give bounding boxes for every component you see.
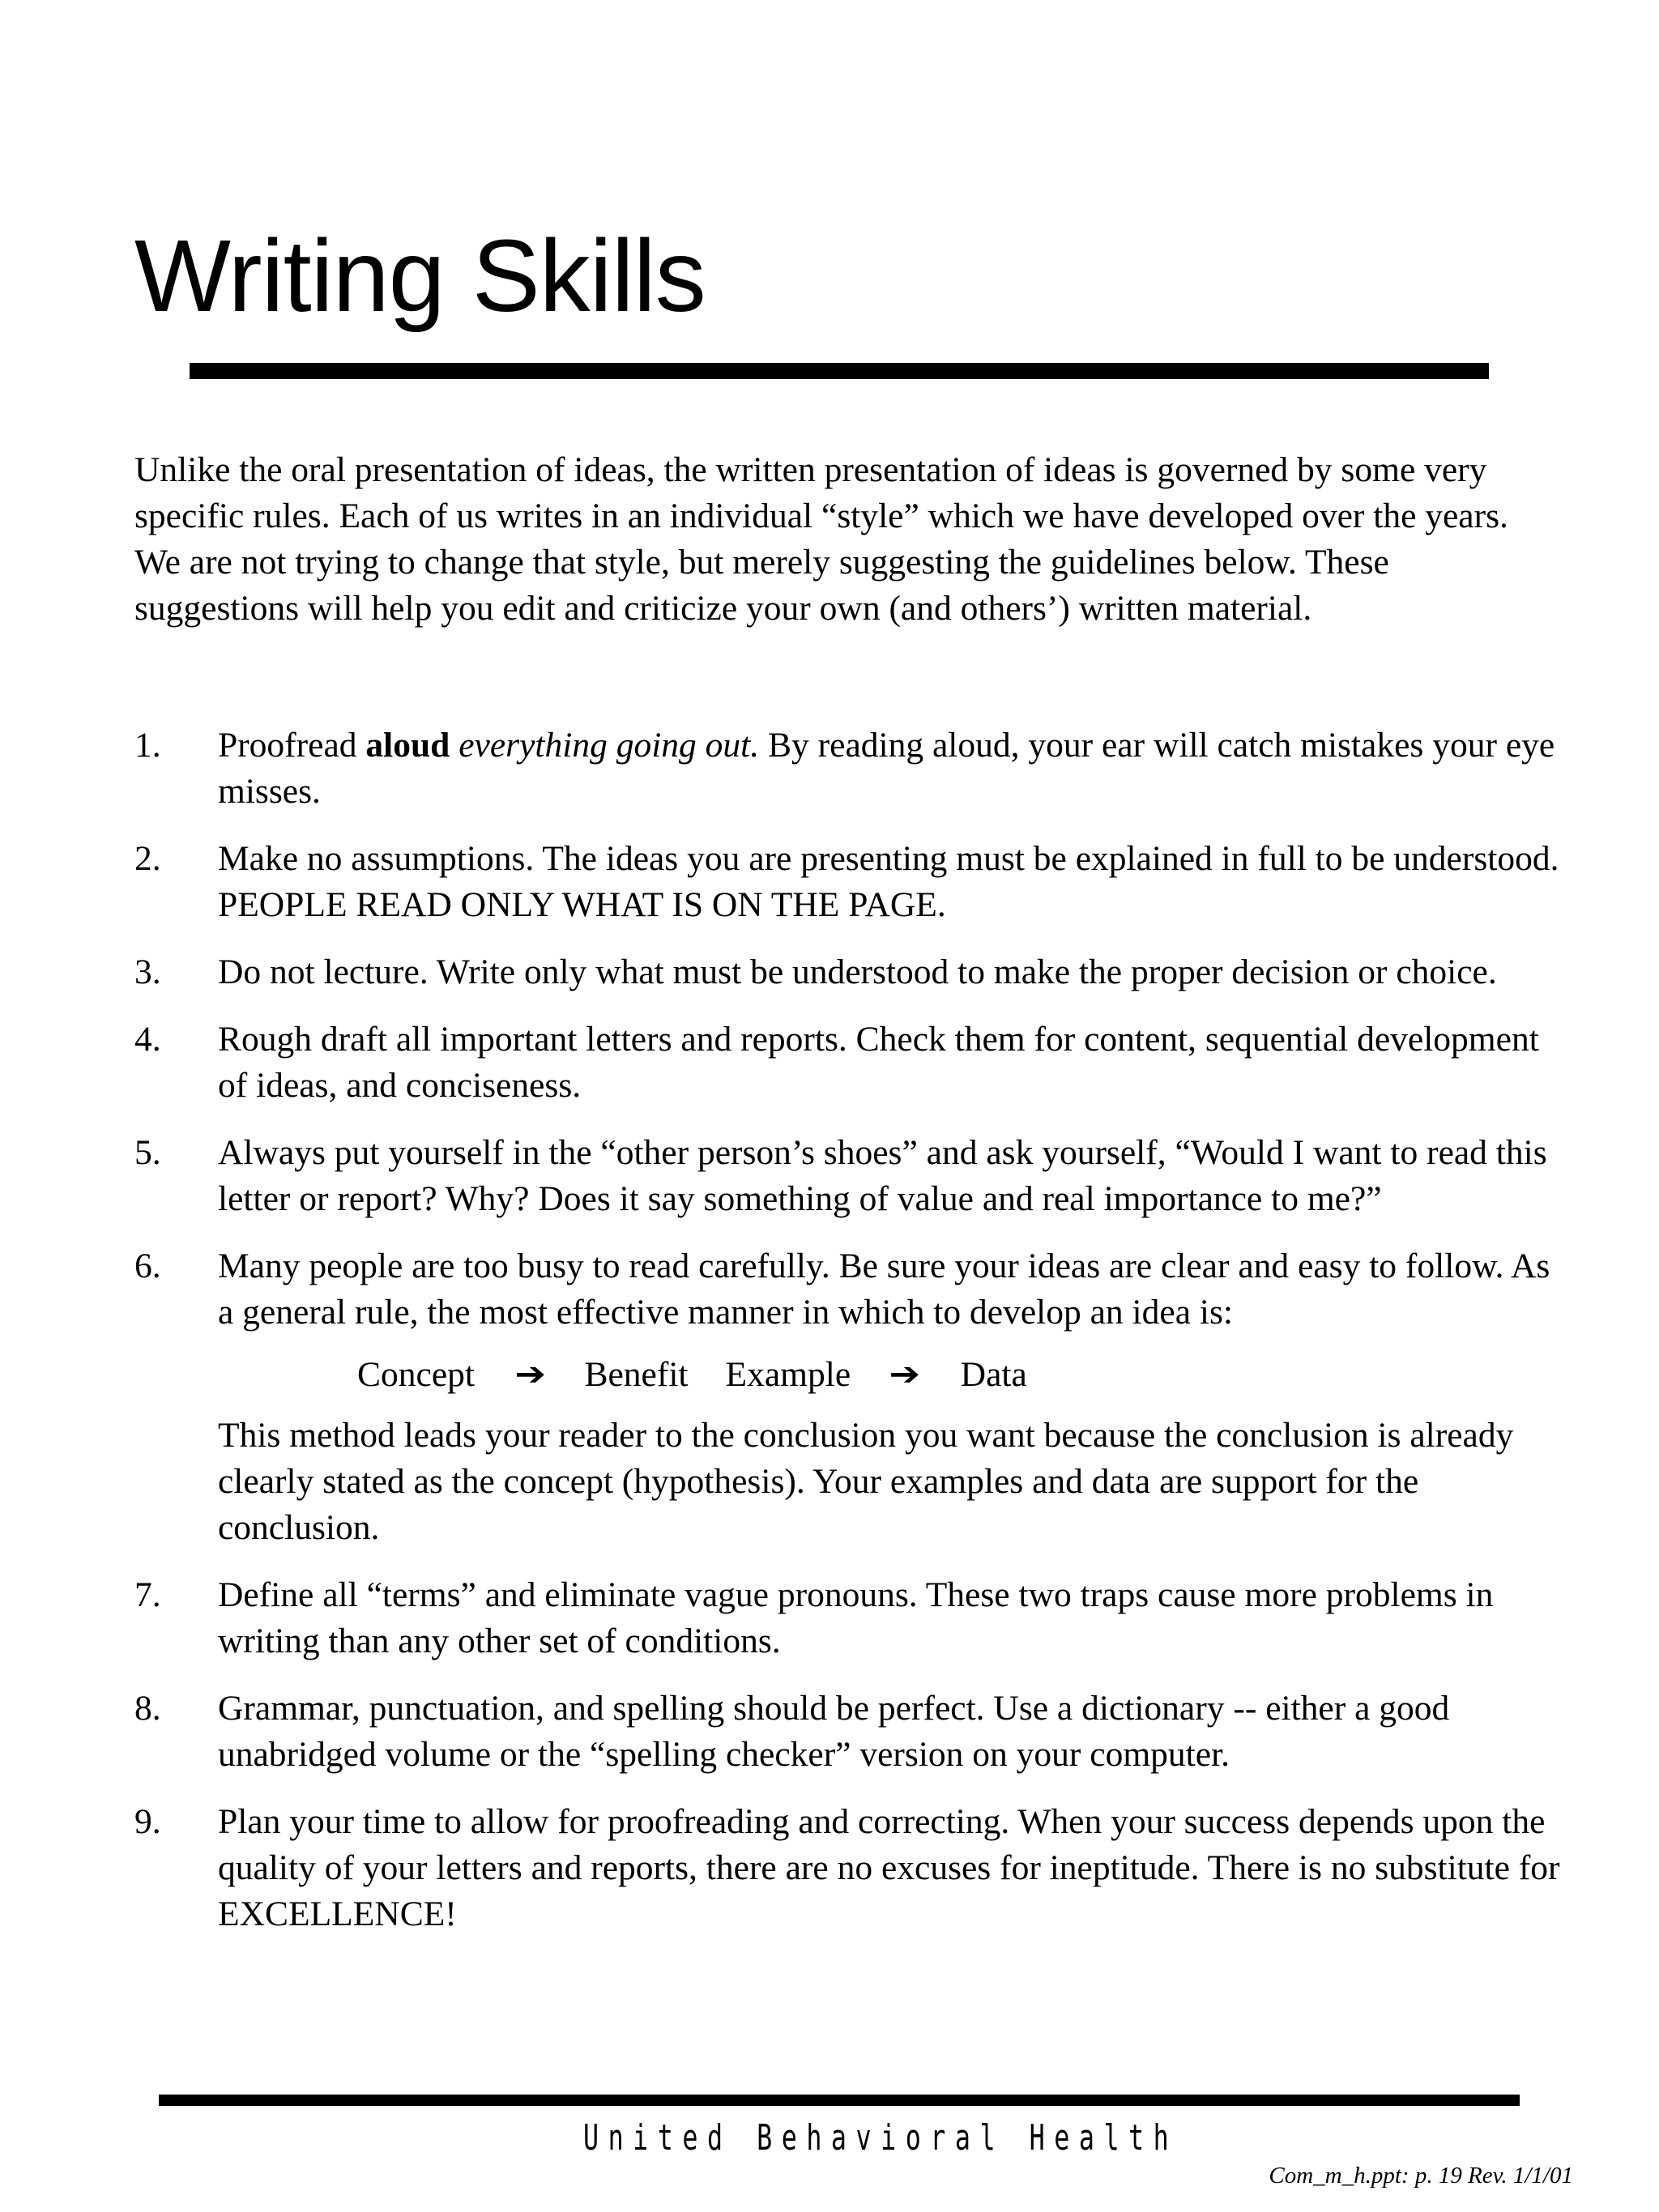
item-text-rest: By reading aloud, your ear will catch mistakes your eye misses. (218, 726, 1555, 811)
footer-divider (159, 2095, 1520, 2106)
list-item (134, 836, 1568, 928)
item-emphasis-bold: aloud (365, 726, 450, 765)
item-number: 3. (134, 953, 161, 991)
item-text: Always put yourself in the “other person’s shoes” and ask yourself, “Would I want to read this letter or report? Why? Does it say something of value and real importance to me?” (218, 1133, 1547, 1218)
list-item (134, 1686, 1568, 1778)
list-item (134, 1572, 1568, 1664)
item-text (218, 722, 1568, 815)
concept-flow (357, 1352, 1568, 1398)
item-text: Make no assumptions. The ideas you are presenting must be explained in full to be understood. PEOPLE READ ONLY WHAT IS ON THE PAGE. (218, 839, 1559, 924)
item-emphasis-italic: everything going out. (458, 726, 760, 765)
flow-example: Example (725, 1355, 851, 1394)
item-number: 5. (134, 1133, 161, 1172)
item-number: 6. (134, 1247, 161, 1285)
item-text: Do not lecture. Write only what must be understood to make the proper decision or choice. (218, 953, 1497, 991)
list-item (134, 1243, 1568, 1551)
flow-data: Data (960, 1355, 1027, 1394)
list-item (134, 722, 1568, 815)
list-item (134, 1799, 1568, 1937)
list-item (134, 1016, 1568, 1109)
item-text: Plan your time to allow for proofreading and correcting. When your success depends upon the quality of your letters and reports, there are no excuses for ineptitude. There is no substitute for EXCELLENCE! (218, 1802, 1560, 1933)
flow-concept: Concept (357, 1355, 475, 1394)
footer-brand: United Behavioral Health (583, 2117, 1179, 2159)
item-number: 4. (134, 1020, 161, 1059)
title-divider (190, 363, 1489, 379)
page-title: Writing Skills (134, 219, 706, 333)
item-text: Define all “terms” and eliminate vague pronouns. These two traps cause more problems in writing than any other set of conditions. (218, 1575, 1494, 1660)
item-followup-text: This method leads your reader to the conclusion you want because the conclusion is already clearly stated as the concept (hypothesis). Your examples and data are support for the conclusion. (218, 1416, 1514, 1547)
item-text-lead: Proofread (218, 726, 366, 765)
intro-paragraph: Unlike the oral presentation of ideas, the written presentation of ideas is governed by some very specific rules. Each of us writes in an individual “style” which we have developed over the years. We are not trying to change that style, but merely suggesting the guidelines below. These suggestions will help you edit and criticize your own (and others’) written material. (134, 450, 1508, 628)
item-text: Many people are too busy to read carefully. Be sure your ideas are clear and easy to follow. As a general rule, the most effective manner in which to develop an idea is: (218, 1247, 1550, 1332)
arrow-right-icon: ➔ (889, 1356, 921, 1393)
item-text: Grammar, punctuation, and spelling should be perfect. Use a dictionary -- either a good unabridged volume or the “spelling checker” version on your computer. (218, 1689, 1450, 1774)
item-number: 2. (134, 839, 161, 878)
item-number: 7. (134, 1575, 161, 1614)
item-number: 9. (134, 1802, 161, 1841)
item-number: 8. (134, 1689, 161, 1728)
flow-benefit: Benefit (584, 1355, 689, 1394)
footer-reference: Com_m_h.ppt: p. 19 Rev. 1/1/01 (1269, 2163, 1573, 2189)
item-text: Rough draft all important letters and reports. Check them for content, sequential development of ideas, and conciseness. (218, 1020, 1539, 1105)
list-item (134, 1130, 1568, 1222)
item-number: 1. (134, 726, 161, 765)
list-item (134, 949, 1568, 995)
guideline-list (134, 722, 1568, 1958)
arrow-right-icon: ➔ (514, 1356, 546, 1393)
